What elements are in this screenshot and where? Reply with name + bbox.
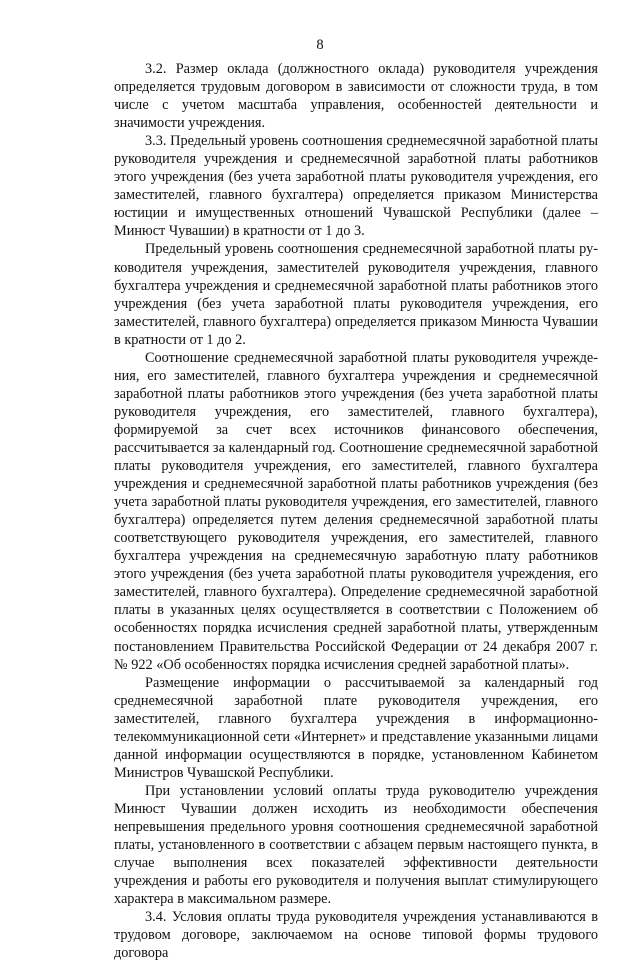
paragraph-3-2: 3.2. Размер оклада (должностного оклада) руководителя учреждения определяется трудовым договором в зависимости от сложности труда, в том числе с учетом масштаба управления, особенностей деятельности и значимости учреждения. bbox=[114, 61, 598, 132]
paragraph-salary-ratio: Соотношение среднемесячной заработной платы руководителя учреждения, его заместителей, главного бухгалтера учреждения и среднемесячной заработной платы работников этого учреждения (без учета заработной платы руководителя учреждения, его заместителей, главного бухгалтера), формируемой за счет всех источников финансового обеспечения, рассчитывается за календарный год. Соотношение среднемесячной заработной платы руководителя учреждения, его заместителей, главного бухгалтера учреждения и среднемесячной заработной платы работников учреждения (без учета заработной платы руководителя учреждения, его заместителей, главного бухгалтера) определяется путем деления среднемесячной заработной платы соответствующего руководителя учреждения, его заместителей, главного бухгалтера учреждения на среднемесячную заработную плату работников этого учреждения (без учета заработной платы руководителя учреждения, его заместителей, главного бухгалтера). Определение среднемесячной заработной платы в указанных целях осуществляется в соответствии с Положением об особенностях порядка исчисления средней заработной платы, утвержденным постановлением Правительства Российской Федерации от 24 декабря 2007 г. № 922 «Об особенностях порядка исчисления средней заработной платы». bbox=[114, 349, 598, 673]
paragraph-3-4: 3.4. Условия оплаты труда руководителя учреждения устанавливаются в трудовом договоре, заключаемом на основе типовой формы трудового договора bbox=[114, 909, 598, 962]
page-number: 8 bbox=[316, 37, 324, 53]
paragraph-limit-level: Предельный уровень соотношения среднемесячной заработной платы руководителя учреждения, заместителей руководителя учреждения, главного бухгалтера учреждения и среднемесячной заработной платы работников этого учреждения (без учета заработной платы руководителя учреждения, его заместителей, главного бухгалтера) определяется приказом Минюста Чувашии в кратности от 1 до 2. bbox=[114, 241, 598, 348]
paragraph-payment-conditions: При установлении условий оплаты труда руководителю учреждения Минюст Чувашии должен исходить из необходимости обеспечения непревышения предельного уровня соотношения среднемесячной заработной платы, установленного в соответствии с абзацем первым настоящего пункта, в случае выполнения всех показателей эффективности деятельности учреждения и работы его руководителя и получения выплат стимулирующего характера в максимальном размере. bbox=[114, 782, 598, 908]
paragraph-information-posting: Размещение информации о рассчитываемой за календарный год среднемесячной заработной плате руководителя учреждения, его заместителей, главного бухгалтера учреждения в информационно-телекоммуникационной сети «Интернет» и представление указанными лицами данной информации осуществляются в порядке, установленном Кабинетом Министров Чувашской Республики. bbox=[114, 674, 598, 781]
document-body bbox=[114, 60, 598, 962]
paragraph-3-3: 3.3. Предельный уровень соотношения среднемесячной заработной платы руководителя учреждения и среднемесячной заработной платы работников этого учреждения (без учета заработной платы руководителя учреждения, его заместителей, главного бухгалтера) определяется приказом Министерства юстиции и имущественных отношений Чувашской Республики (далее – Минюст Чувашии) в кратности от 1 до 3. bbox=[114, 133, 598, 240]
